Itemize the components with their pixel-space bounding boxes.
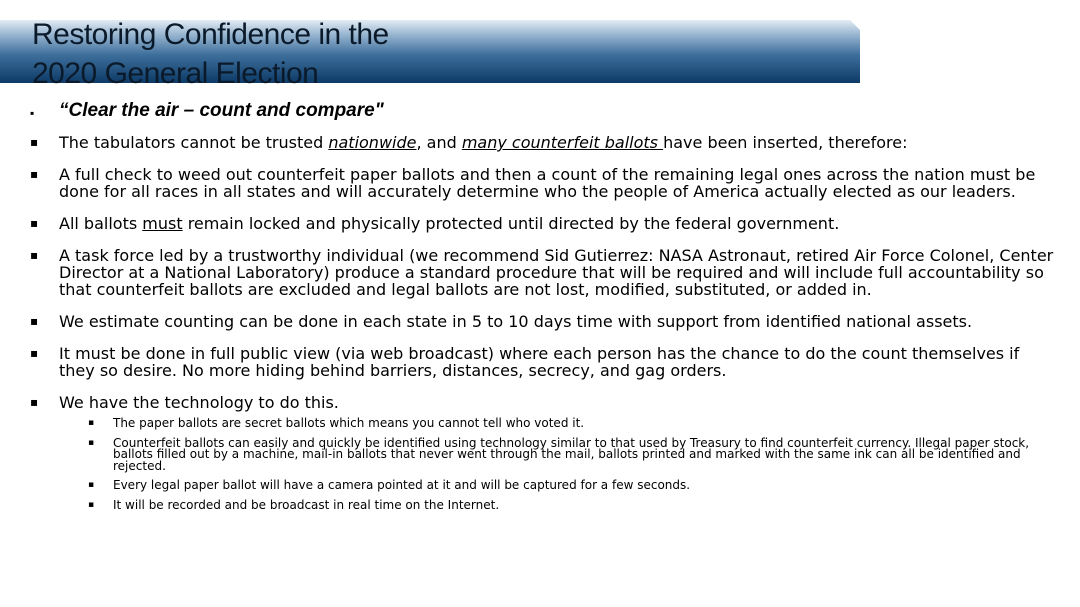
sub-bullet-counterfeit-identification: ▪ Counterfeit ballots can easily and quickly be identified using technology similar to that used by Treasury to find counterfeit currency. Illegal paper stock, ballots filled out by a machine, mail-in ballots that never went through the mail, ballots printed and marked with the same ink can all be identified and rejected. bbox=[59, 438, 1060, 473]
bullet-locked bbox=[0, 215, 1080, 232]
title-line-1: Restoring Confidence in the bbox=[32, 18, 389, 51]
title-line-2: 2020 General Election bbox=[32, 57, 319, 90]
bullet-locked-text-1: All ballots bbox=[59, 214, 143, 233]
bullet-tabulators-emphasis-nationwide: nationwide bbox=[328, 133, 417, 152]
slide-title bbox=[32, 15, 389, 93]
bullet-tabulators-text-1: The tabulators cannot be trusted bbox=[59, 133, 329, 152]
bullet-locked-emphasis-must: must bbox=[142, 214, 183, 233]
bullet-full-check: ▪ A full check to weed out counterfeit paper ballots and then a count of the remaining legal ones across the nation must be done for all races in all states and will accurately determine who the people of America actually elected as our leaders. bbox=[0, 166, 1080, 200]
bullet-clear-the-air: ▪ “Clear the air – count and compare" bbox=[0, 100, 1080, 121]
bullet-tabulators-text-3: have been inserted, therefore: bbox=[663, 133, 908, 152]
bullet-estimate: ▪ We estimate counting can be done in each state in 5 to 10 days time with support from identified national assets. bbox=[0, 313, 1080, 330]
sub-bullet-camera: ▪ Every legal paper ballot will have a camera pointed at it and will be captured for a few seconds. bbox=[59, 480, 1060, 492]
bullet-public-view: ▪ It must be done in full public view (via web broadcast) where each person has the chance to do the count themselves if they so desire. No more hiding behind barriers, distances, secrecy, and gag orders. bbox=[0, 345, 1080, 379]
bullet-technology bbox=[0, 394, 1080, 511]
bullet-tabulators bbox=[0, 134, 1080, 151]
bullet-tabulators-emphasis-counterfeit: many counterfeit ballots bbox=[461, 133, 664, 152]
bullet-list bbox=[0, 100, 1080, 519]
bullet-task-force: ▪ A task force led by a trustworthy individual (we recommend Sid Gutierrez: NASA Astronaut, retired Air Force Colonel, Center Director at a National Laboratory) produce a standard procedure that will be required and will include full accountability so that counterfeit ballots are excluded and legal ballots are not lost, modified, substituted, or added in. bbox=[0, 247, 1080, 298]
bullet-tabulators-text-2: , and bbox=[416, 133, 462, 152]
sub-bullet-broadcast: ▪ It will be recorded and be broadcast in real time on the Internet. bbox=[59, 500, 1060, 512]
bullet-technology-text: We have the technology to do this. bbox=[59, 393, 339, 412]
bullet-locked-text-2: remain locked and physically protected until directed by the federal government. bbox=[182, 214, 840, 233]
sub-bullet-secret-ballots: ▪ The paper ballots are secret ballots which means you cannot tell who voted it. bbox=[59, 418, 1060, 430]
sub-bullet-list bbox=[59, 418, 1060, 511]
